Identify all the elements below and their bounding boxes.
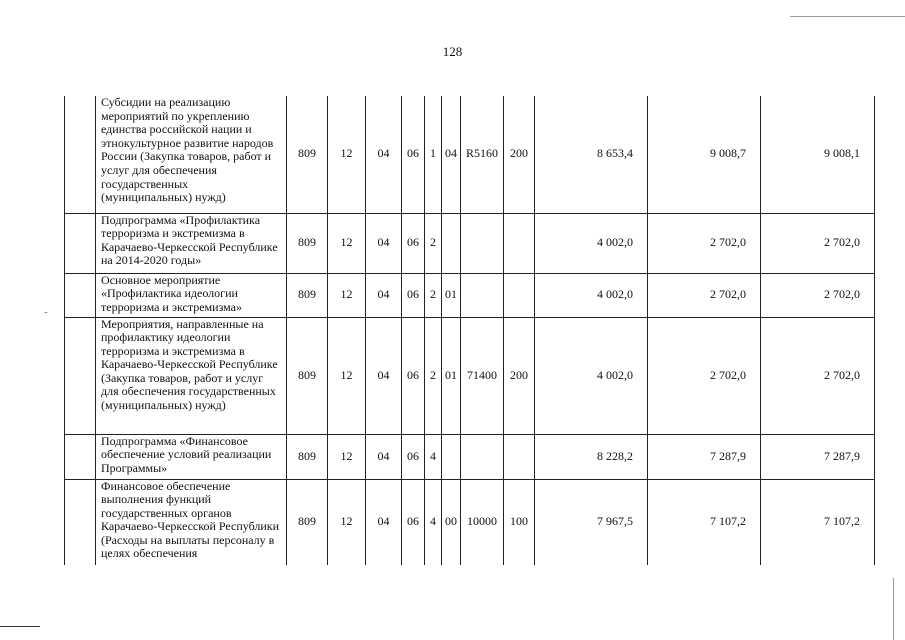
amount-year-1: 4 002,0 bbox=[535, 213, 648, 273]
code-section: 12 bbox=[328, 479, 366, 565]
code-subprogram: 4 bbox=[425, 434, 442, 479]
code-gov: 809 bbox=[287, 479, 328, 565]
amount-year-3: 2 702,0 bbox=[761, 317, 875, 434]
code-program: 06 bbox=[402, 96, 425, 213]
row-name: Субсидии на реализацию мероприятий по укреплению единства российской нации и этнокультурное развитие народов России (Закупка товаров, работ и услуг для обеспечения государственных (муниципальных) нужд) bbox=[96, 96, 287, 213]
code-subsection: 04 bbox=[366, 317, 402, 434]
code-subsection: 04 bbox=[366, 273, 402, 317]
code-expense-type: 200 bbox=[504, 317, 535, 434]
code-direction bbox=[461, 273, 504, 317]
blank-cell bbox=[65, 479, 96, 565]
code-section: 12 bbox=[328, 273, 366, 317]
amount-year-3: 9 008,1 bbox=[761, 96, 875, 213]
amount-year-2: 7 287,9 bbox=[648, 434, 761, 479]
amount-year-2: 9 008,7 bbox=[648, 96, 761, 213]
code-expense-type bbox=[504, 273, 535, 317]
table-row bbox=[65, 213, 875, 273]
code-gov: 809 bbox=[287, 273, 328, 317]
amount-year-3: 2 702,0 bbox=[761, 213, 875, 273]
code-event: 01 bbox=[442, 317, 461, 434]
code-event: 00 bbox=[442, 479, 461, 565]
code-direction bbox=[461, 213, 504, 273]
amount-year-3: 7 107,2 bbox=[761, 479, 875, 565]
amount-year-2: 2 702,0 bbox=[648, 317, 761, 434]
amount-year-1: 8 653,4 bbox=[535, 96, 648, 213]
row-name: Подпрограмма «Финансовое обеспечение условий реализации Программы» bbox=[96, 434, 287, 479]
row-name: Подпрограмма «Профилактика терроризма и экстремизма в Карачаево-Черкесской Республике на 2014-2020 годы» bbox=[96, 213, 287, 273]
blank-cell bbox=[65, 273, 96, 317]
table-row bbox=[65, 479, 875, 565]
budget-table bbox=[64, 96, 875, 565]
code-event bbox=[442, 434, 461, 479]
amount-year-1: 7 967,5 bbox=[535, 479, 648, 565]
code-direction: 71400 bbox=[461, 317, 504, 434]
table-row bbox=[65, 96, 875, 213]
scan-line-bottom-left bbox=[0, 626, 40, 627]
table-row bbox=[65, 317, 875, 434]
blank-cell bbox=[65, 434, 96, 479]
amount-year-2: 2 702,0 bbox=[648, 273, 761, 317]
code-program: 06 bbox=[402, 213, 425, 273]
row-name: Основное мероприятие «Профилактика идеологии терроризма и экстремизма» bbox=[96, 273, 287, 317]
code-subprogram: 1 bbox=[425, 96, 442, 213]
amount-year-3: 2 702,0 bbox=[761, 273, 875, 317]
code-program: 06 bbox=[402, 434, 425, 479]
table-row bbox=[65, 273, 875, 317]
code-section: 12 bbox=[328, 434, 366, 479]
code-subprogram: 2 bbox=[425, 317, 442, 434]
amount-year-2: 7 107,2 bbox=[648, 479, 761, 565]
code-section: 12 bbox=[328, 96, 366, 213]
scan-line-right-edge bbox=[893, 578, 894, 640]
code-program: 06 bbox=[402, 317, 425, 434]
code-subsection: 04 bbox=[366, 96, 402, 213]
scan-line-top-right bbox=[790, 16, 905, 17]
code-subprogram: 4 bbox=[425, 479, 442, 565]
code-subprogram: 2 bbox=[425, 273, 442, 317]
code-subsection: 04 bbox=[366, 479, 402, 565]
amount-year-1: 4 002,0 bbox=[535, 317, 648, 434]
page-number: 128 bbox=[442, 44, 463, 59]
code-section: 12 bbox=[328, 317, 366, 434]
row-name: Финансовое обеспечение выполнения функций государственных органов Карачаево-Черкесской Республики (Расходы на выплаты персоналу в целях обеспечения bbox=[96, 479, 287, 565]
code-direction: 10000 bbox=[461, 479, 504, 565]
stray-mark: - bbox=[44, 306, 48, 318]
code-section: 12 bbox=[328, 213, 366, 273]
code-subsection: 04 bbox=[366, 434, 402, 479]
code-direction: R5160 bbox=[461, 96, 504, 213]
amount-year-1: 4 002,0 bbox=[535, 273, 648, 317]
code-expense-type bbox=[504, 434, 535, 479]
blank-cell bbox=[65, 317, 96, 434]
row-name: Мероприятия, направленные на профилактику идеологии терроризма и экстремизма в Карачаево-Черкесской Республике (Закупка товаров, работ и услуг для обеспечения государственных (муниципальных) нужд) bbox=[96, 317, 287, 434]
code-expense-type bbox=[504, 213, 535, 273]
amount-year-1: 8 228,2 bbox=[535, 434, 648, 479]
code-gov: 809 bbox=[287, 96, 328, 213]
code-program: 06 bbox=[402, 479, 425, 565]
code-direction bbox=[461, 434, 504, 479]
blank-cell bbox=[65, 96, 96, 213]
code-subprogram: 2 bbox=[425, 213, 442, 273]
table-row bbox=[65, 434, 875, 479]
code-expense-type: 100 bbox=[504, 479, 535, 565]
code-expense-type: 200 bbox=[504, 96, 535, 213]
code-gov: 809 bbox=[287, 434, 328, 479]
blank-cell bbox=[65, 213, 96, 273]
amount-year-2: 2 702,0 bbox=[648, 213, 761, 273]
code-gov: 809 bbox=[287, 213, 328, 273]
code-event: 01 bbox=[442, 273, 461, 317]
code-gov: 809 bbox=[287, 317, 328, 434]
code-program: 06 bbox=[402, 273, 425, 317]
code-event: 04 bbox=[442, 96, 461, 213]
code-subsection: 04 bbox=[366, 213, 402, 273]
code-event bbox=[442, 213, 461, 273]
amount-year-3: 7 287,9 bbox=[761, 434, 875, 479]
